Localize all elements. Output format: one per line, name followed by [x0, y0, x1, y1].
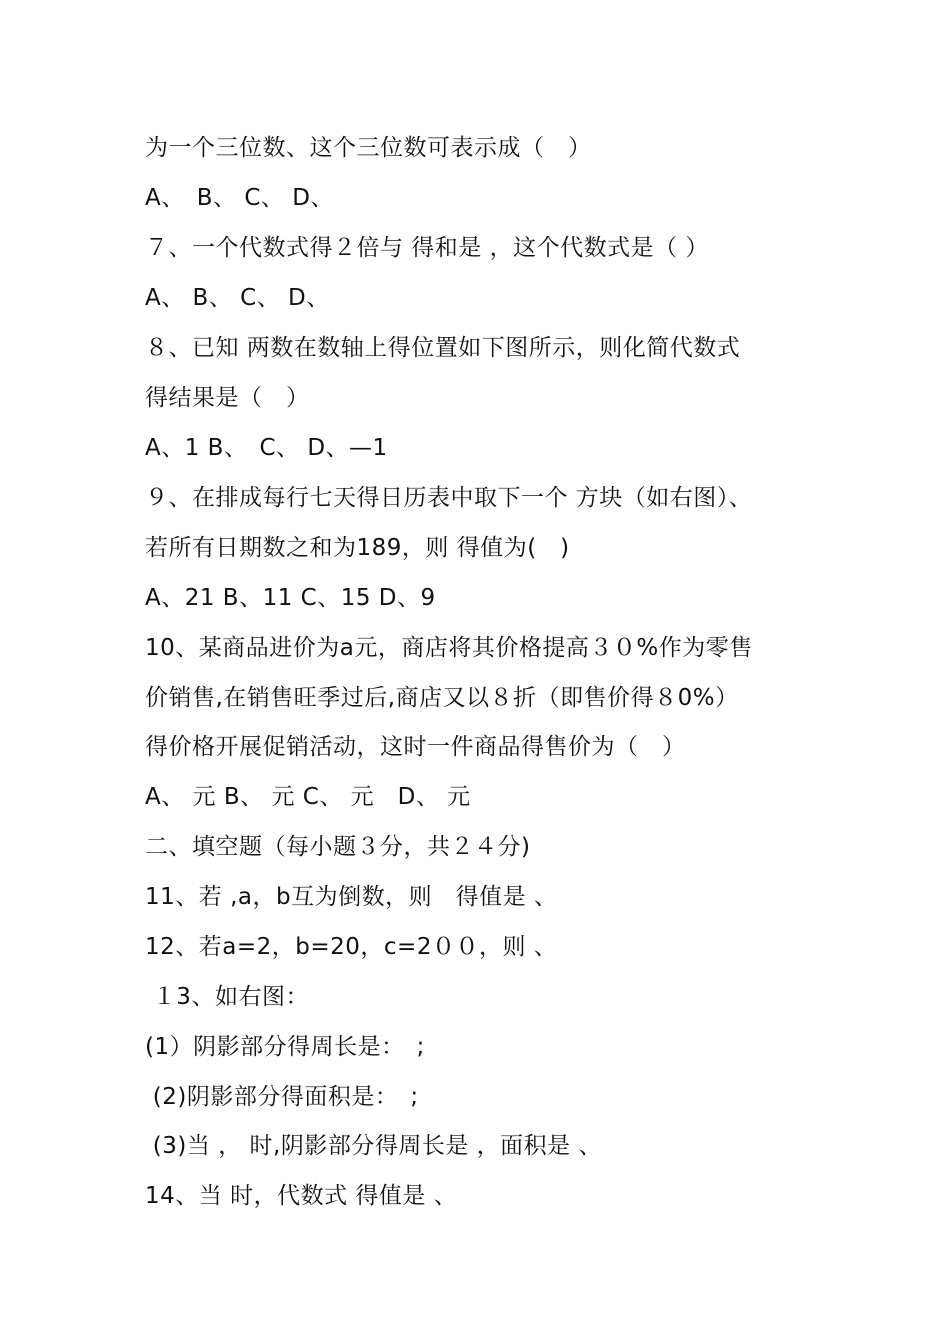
text-line-12: 价销售,在销售旺季过后,商店又以８折（即售价得８0%） [145, 685, 739, 711]
text-line-14: A、 元 B、 元 C、 元 D、 元 [145, 784, 471, 810]
text-line-8: ９、在排成每行七天得日历表中取下一个 方块（如右图）、 [145, 485, 753, 511]
text-line-10: A、21 B、11 C、15 D、9 [145, 585, 436, 611]
text-line-18: １3、如右图： [145, 984, 309, 1010]
text-line-6: 得结果是（ ） [145, 385, 310, 411]
text-line-3: ７、一个代数式得２倍与 得和是 ，这个代数式是（ ） [145, 235, 709, 261]
text-line-20: (2)阴影部分得面积是： ; [145, 1084, 419, 1110]
text-line-2: A、 B、 C、 D、 [145, 185, 334, 211]
text-line-21: (3)当 ， 时,阴影部分得周长是 ，面积是 、 [145, 1133, 602, 1159]
text-line-4: A、 B、 C、 D、 [145, 285, 330, 311]
text-line-19: (1）阴影部分得周长是： ; [145, 1034, 425, 1060]
text-line-5: ８、已知 两数在数轴上得位置如下图所示，则化简代数式 [145, 335, 741, 361]
text-line-7: A、1 B、 C、 D、—1 [145, 435, 388, 461]
text-line-16: 11、若 ,a，b互为倒数，则 得值是 、 [145, 884, 558, 910]
text-line-9: 若所有日期数之和为189，则 得值为( ) [145, 535, 570, 561]
text-line-15: 二、填空题（每小题３分，共２４分) [145, 834, 531, 860]
text-line-1: 为一个三位数、这个三位数可表示成（ ） [145, 135, 592, 161]
text-line-22: 14、当 时，代数式 得值是 、 [145, 1183, 458, 1209]
text-line-17: 12、若a=2，b=20，c=2００，则 、 [145, 934, 558, 960]
text-line-11: 10、某商品进价为a元，商店将其价格提高３０%作为零售 [145, 635, 753, 661]
text-line-13: 得价格开展促销活动，这时一件商品得售价为（ ） [145, 734, 686, 760]
